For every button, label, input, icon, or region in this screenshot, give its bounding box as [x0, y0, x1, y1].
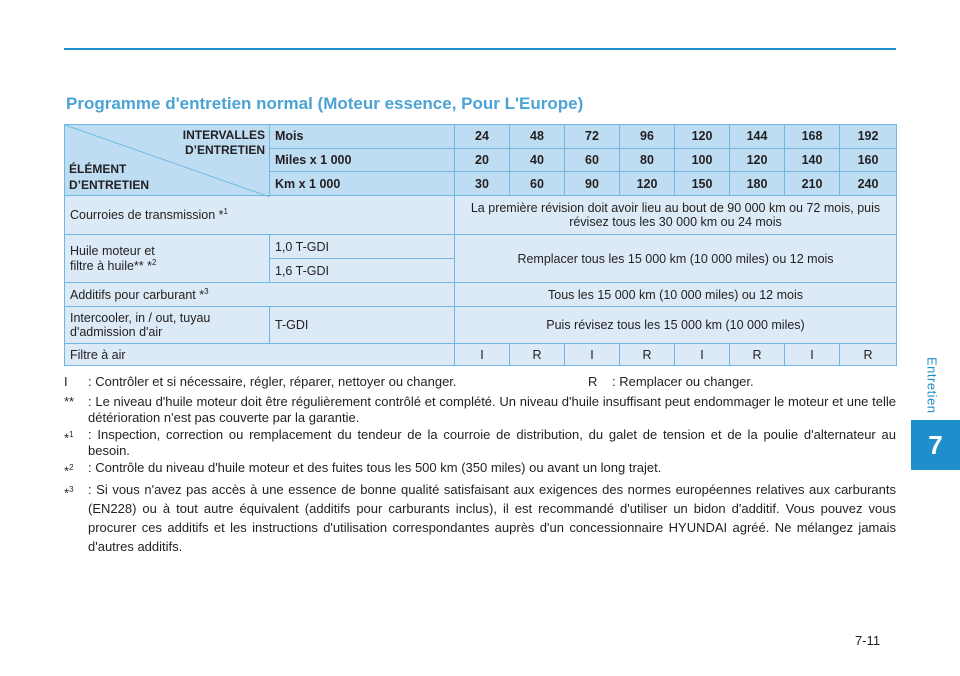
page-title: Programme d'entretien normal (Moteur essence, Pour L'Europe)	[66, 94, 584, 113]
note-oil-level: ** : Le niveau d'huile moteur doit être régulièrement contrôlé et complété. Un niveau d'huile insuffisant peut endommager le moteur et une telle détérioration n'est pas couverte par la garantie.	[64, 394, 896, 425]
header-value: 72	[565, 125, 620, 149]
maintenance-schedule-table	[64, 124, 897, 366]
header-value: 210	[785, 172, 840, 196]
additive-label: Additifs pour carburant *$^3$	[65, 283, 455, 307]
header-value: 30	[455, 172, 510, 196]
header-value: 120	[675, 125, 730, 149]
header-value: 120	[730, 148, 785, 172]
air-filter-value: I	[565, 344, 620, 366]
header-value: 60	[565, 148, 620, 172]
oil-label: Huile moteur et filtre à huile** *$^2$	[65, 235, 270, 283]
header-value: 90	[565, 172, 620, 196]
air-filter-value: R	[730, 344, 785, 366]
oil-engine-2: 1,6 T-GDI	[270, 259, 455, 283]
belt-label: Courroies de transmission *$^1$	[65, 196, 455, 235]
header-value: 168	[785, 125, 840, 149]
legend-r-key: R	[588, 374, 598, 389]
header-value: 180	[730, 172, 785, 196]
corner-item-label: ÉLÉMENT D’ENTRETIEN	[69, 162, 150, 192]
air-filter-value: R	[840, 344, 897, 366]
header-value: 80	[620, 148, 675, 172]
intercooler-label: Intercooler, in / out, tuyau d'admission d'air	[65, 307, 270, 344]
intercooler-interval-text: Puis révisez tous les 15 000 km (10 000 miles)	[455, 307, 897, 344]
header-row-months	[65, 125, 897, 149]
header-value: 150	[675, 172, 730, 196]
header-value: 100	[675, 148, 730, 172]
legend-i-key: I	[64, 374, 68, 389]
note-1: *$^1$ : Inspection, correction ou remplacement du tendeur de la courroie de distribution, du galet de tension et de la poulie d'alternateur au besoin.	[64, 427, 896, 458]
table-corner-header	[65, 125, 270, 196]
header-label-miles: Miles x 1 000	[270, 148, 455, 172]
header-value: 140	[785, 148, 840, 172]
table-row-intercooler	[65, 307, 897, 344]
page-number: 7-11	[855, 633, 881, 648]
header-value: 40	[510, 148, 565, 172]
intercooler-engine: T-GDI	[270, 307, 455, 344]
header-value: 20	[455, 148, 510, 172]
note-3: *$^3$ : Si vous n'avez pas accès à une essence de bonne qualité satisfaisant aux exigences des normes européennes relatives aux carburants (EN228) ou à tout autre équivalent (additifs pour carburants inclus), il est recommandé d'utiliser un bidon d'additif. Vous pouvez vous procurer ces additifs et les instructions d'utilisation correspondantes auprès d'un concessionnaire HYUNDAI agréé. Ne mélangez jamais d'autres additifs.	[64, 482, 896, 555]
air-filter-value: I	[785, 344, 840, 366]
header-value: 24	[455, 125, 510, 149]
chapter-number-tab: 7	[911, 420, 960, 470]
header-label-km: Km x 1 000	[270, 172, 455, 196]
additive-interval-text: Tous les 15 000 km (10 000 miles) ou 12 mois	[455, 283, 897, 307]
header-value: 120	[620, 172, 675, 196]
air-filter-value: I	[455, 344, 510, 366]
header-value: 96	[620, 125, 675, 149]
air-filter-value: R	[510, 344, 565, 366]
table-row-additive	[65, 283, 897, 307]
header-value: 240	[840, 172, 897, 196]
notes-section	[64, 374, 896, 557]
air-filter-value: R	[620, 344, 675, 366]
air-filter-label: Filtre à air	[65, 344, 455, 366]
header-value: 192	[840, 125, 897, 149]
top-rule	[64, 48, 896, 50]
table-row-belt	[65, 196, 897, 235]
header-value: 60	[510, 172, 565, 196]
oil-engine-1: 1,0 T-GDI	[270, 235, 455, 259]
header-value: 144	[730, 125, 785, 149]
oil-interval-text: Remplacer tous les 15 000 km (10 000 miles) ou 12 mois	[455, 235, 897, 283]
note-2: *$^2$ : Contrôle du niveau d'huile moteur et des fuites tous les 500 km (350 miles) ou avant un long trajet.	[64, 460, 662, 479]
corner-intervals-label: INTERVALLES D’ENTRETIEN	[182, 128, 265, 157]
header-value: 48	[510, 125, 565, 149]
legend-i-text: : Contrôler et si nécessaire, régler, réparer, nettoyer ou changer.	[88, 374, 457, 389]
legend-r-text: : Remplacer ou changer.	[612, 374, 754, 389]
header-value: 160	[840, 148, 897, 172]
chapter-side-label: Entretien	[924, 356, 940, 414]
legend-line	[64, 374, 896, 390]
air-filter-value: I	[675, 344, 730, 366]
table-row-oil	[65, 235, 897, 259]
header-label-months: Mois	[270, 125, 455, 149]
belt-interval-text: La première révision doit avoir lieu au bout de 90 000 km ou 72 mois, puis révisez tous les 30 000 km ou 24 mois	[455, 196, 897, 235]
table-row-air-filter	[65, 344, 897, 366]
